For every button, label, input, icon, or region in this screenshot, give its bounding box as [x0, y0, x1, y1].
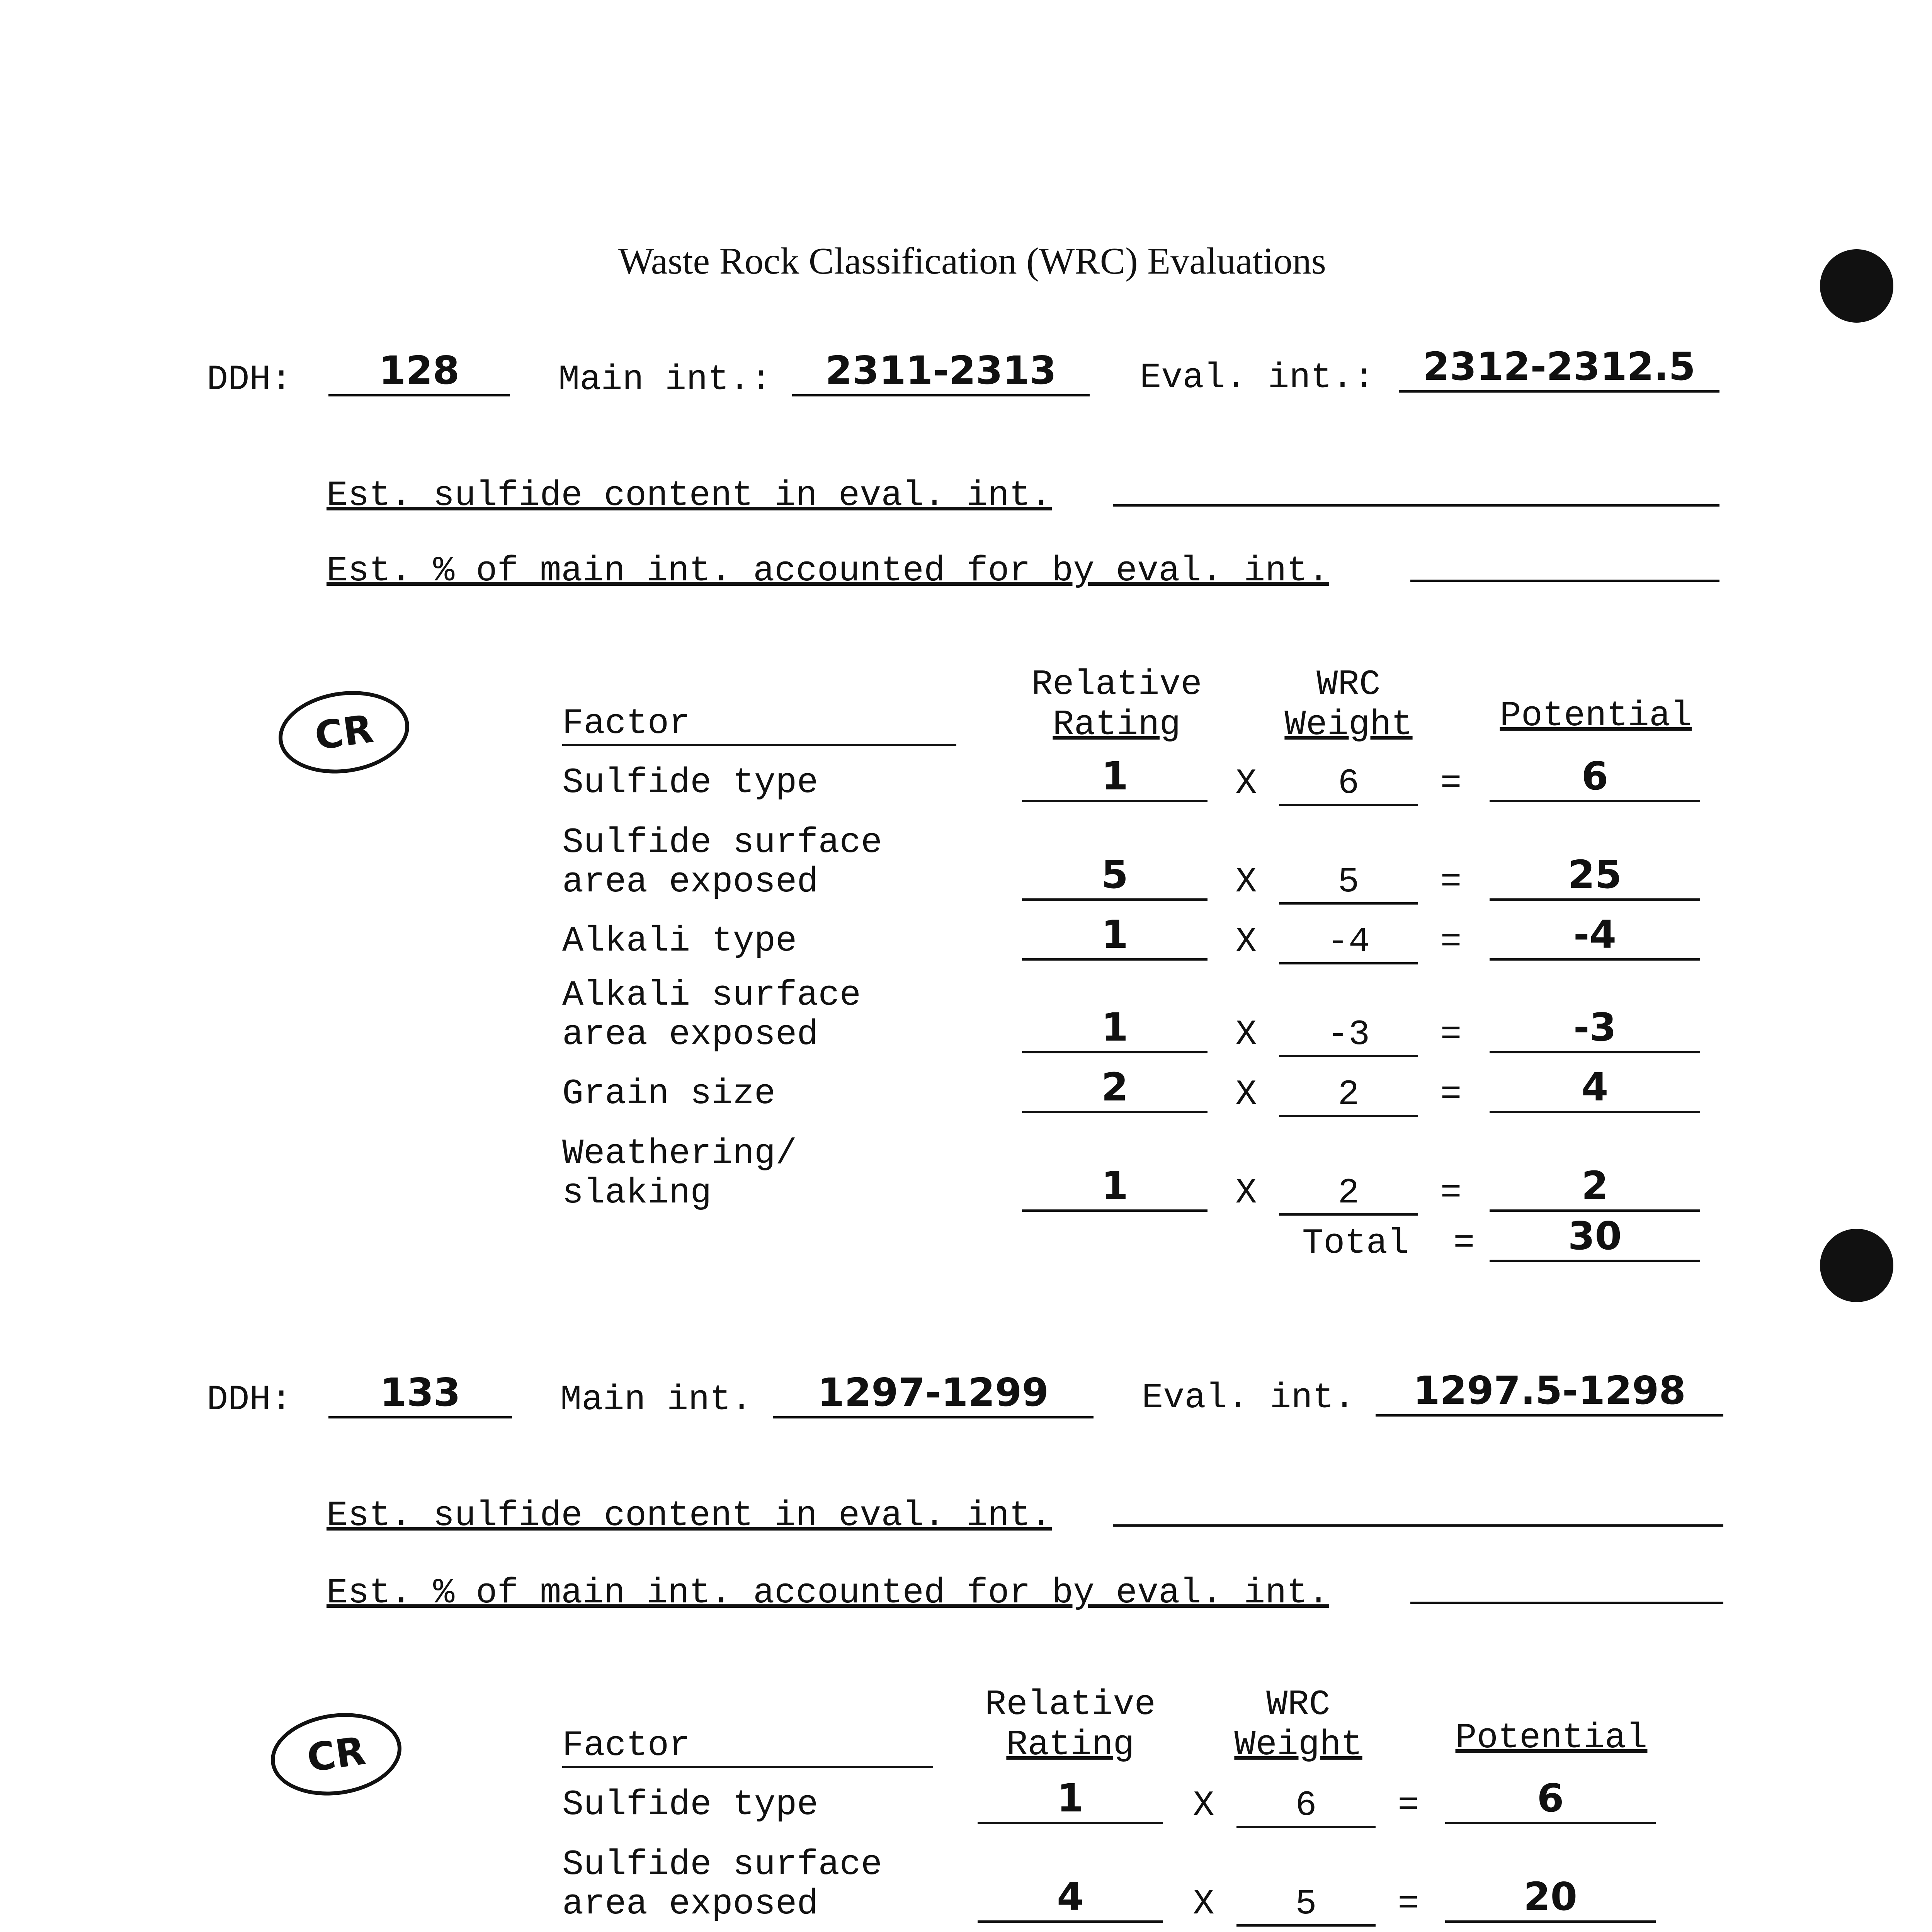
- factor-header-2: [562, 1725, 933, 1768]
- rating-value-text: 1: [1057, 1776, 1084, 1821]
- est-sulfide-label-2: Est. sulfide content in eval. int.: [327, 1495, 1052, 1536]
- weight-header-2-line2: Weight: [1234, 1725, 1362, 1765]
- rating-header-1-line1: Relative: [1031, 664, 1202, 705]
- times-sign: [1235, 763, 1258, 804]
- factor-label-line: Sulfide surface: [562, 1844, 883, 1885]
- potential-header-2: [1443, 1718, 1660, 1758]
- potential-value: [1490, 1005, 1700, 1053]
- rating-value-text: 1: [1101, 753, 1128, 799]
- weight-value: [1236, 1785, 1376, 1828]
- times-sign: [1235, 1173, 1258, 1213]
- equals-sign-text: =: [1440, 1074, 1462, 1115]
- rating-header-1-line2: Rating: [1053, 704, 1181, 745]
- factor-label-line: area exposed: [562, 1014, 818, 1055]
- times-sign-text: X: [1235, 763, 1257, 804]
- equals-sign: [1439, 1173, 1463, 1213]
- rating-value: [1022, 753, 1208, 802]
- cr-mark-1-text: CR: [312, 706, 376, 759]
- times-sign-text: X: [1235, 862, 1257, 902]
- binder-hole-middle: [1820, 1229, 1893, 1302]
- weight-header-2: [1225, 1685, 1372, 1765]
- ddh-value-2-text: 133: [380, 1370, 461, 1415]
- potential-value-text: 2: [1581, 1163, 1609, 1208]
- weight-value-text: 2: [1338, 1074, 1359, 1115]
- potential-value: [1490, 1065, 1700, 1113]
- weight-header-1-line2: Weight: [1284, 704, 1413, 745]
- rating-value: [1022, 1065, 1208, 1113]
- rating-header-2-line2: Rating: [1006, 1725, 1134, 1765]
- total-value-1-text: 30: [1568, 1213, 1622, 1259]
- weight-value: [1279, 1074, 1418, 1117]
- ddh-label-1: DDH:: [207, 359, 292, 400]
- eval-int-value-2: [1376, 1368, 1723, 1417]
- total-label-1: [1302, 1223, 1475, 1264]
- times-sign-text: X: [1193, 1884, 1214, 1924]
- weight-value: [1279, 1014, 1418, 1057]
- weight-value-text: 5: [1338, 862, 1359, 902]
- weight-value: [1279, 922, 1418, 964]
- total-label-1-text: Total: [1302, 1223, 1409, 1264]
- rating-value-text: 4: [1057, 1874, 1084, 1919]
- factor-label-line: area exposed: [562, 1884, 818, 1924]
- rating-value-text: 1: [1101, 1005, 1128, 1050]
- factor-label-line: slaking: [562, 1173, 712, 1213]
- times-sign-text: X: [1235, 1014, 1257, 1055]
- factor-label: [562, 763, 818, 803]
- times-sign-text: X: [1193, 1785, 1214, 1826]
- rating-value-text: 1: [1101, 1163, 1128, 1208]
- ddh-value-1: [328, 348, 510, 396]
- times-sign-text: X: [1235, 1074, 1257, 1115]
- ddh-label-2: DDH:: [207, 1379, 292, 1420]
- main-int-value-1-text: 2311-2313: [825, 348, 1057, 393]
- factor-header-1: [562, 703, 956, 746]
- equals-sign-text: =: [1440, 862, 1462, 902]
- times-sign: [1235, 922, 1258, 962]
- total-eq-1: =: [1453, 1223, 1475, 1264]
- equals-sign-text: =: [1440, 1173, 1462, 1213]
- potential-value: [1490, 852, 1700, 901]
- weight-header-1: [1275, 665, 1422, 745]
- weight-header-2-line1: WRC: [1266, 1684, 1330, 1725]
- factor-label: [562, 823, 882, 902]
- main-int-value-2: [773, 1370, 1094, 1418]
- times-sign: [1235, 1014, 1258, 1055]
- factor-header-2-text: Factor: [562, 1725, 690, 1766]
- weight-value-text: 6: [1338, 763, 1359, 804]
- rating-value: [1022, 1163, 1208, 1212]
- main-int-label-2: Main int.: [560, 1379, 752, 1420]
- rating-value: [1022, 852, 1208, 901]
- weight-value-text: 2: [1338, 1173, 1359, 1213]
- est-pct-label-1: Est. % of main int. accounted for by eval. int.: [327, 551, 1329, 591]
- est-pct-blank-2: [1410, 1602, 1723, 1604]
- equals-sign-text: =: [1398, 1785, 1419, 1826]
- est-sulfide-blank-2: [1113, 1524, 1723, 1527]
- factor-label-line: area exposed: [562, 862, 818, 902]
- potential-header-1: [1488, 696, 1704, 736]
- factor-label-line: Alkali surface: [562, 975, 861, 1015]
- ddh-value-1-text: 128: [379, 348, 460, 393]
- est-pct-blank-1: [1410, 580, 1719, 582]
- factor-label: [562, 922, 797, 961]
- weight-value-text: 5: [1295, 1884, 1317, 1924]
- factor-label-line: Sulfide surface: [562, 822, 883, 863]
- page-title: Waste Rock Classification (WRC) Evaluations: [618, 240, 1326, 282]
- rating-value-text: 5: [1101, 852, 1128, 897]
- factor-label: [562, 1845, 882, 1924]
- potential-value: [1445, 1874, 1656, 1923]
- potential-header-2-text: Potential: [1455, 1718, 1648, 1758]
- potential-value-text: 25: [1568, 852, 1622, 897]
- weight-value-text: 6: [1295, 1785, 1317, 1826]
- potential-value: [1490, 753, 1700, 802]
- equals-sign: [1439, 862, 1463, 902]
- factor-label-line: Sulfide type: [562, 762, 818, 803]
- factor-label-line: Sulfide type: [562, 1784, 818, 1825]
- times-sign-text: X: [1235, 1173, 1257, 1213]
- potential-value-text: -4: [1573, 912, 1617, 957]
- times-sign: [1192, 1785, 1215, 1826]
- equals-sign: [1439, 1014, 1463, 1055]
- factor-label-line: Weathering/: [562, 1133, 797, 1174]
- main-int-value-2-text: 1297-1299: [817, 1370, 1049, 1415]
- weight-value: [1279, 862, 1418, 905]
- potential-header-1-text: Potential: [1500, 696, 1692, 736]
- equals-sign-text: =: [1440, 1014, 1462, 1055]
- factor-label: [562, 976, 861, 1054]
- main-int-label-1: Main int.:: [558, 359, 772, 400]
- equals-sign-text: =: [1440, 763, 1462, 804]
- rating-header-1: [1020, 665, 1213, 745]
- weight-value: [1279, 763, 1418, 806]
- equals-sign: [1397, 1785, 1420, 1826]
- rating-header-2-line1: Relative: [985, 1684, 1156, 1725]
- est-pct-label-2: Est. % of main int. accounted for by eval. int.: [327, 1573, 1329, 1613]
- main-int-value-1: [792, 348, 1090, 396]
- factor-label: [562, 1074, 776, 1114]
- weight-value: [1279, 1173, 1418, 1216]
- equals-sign-text: =: [1440, 922, 1462, 962]
- binder-hole-top: [1820, 249, 1893, 323]
- equals-sign-text: =: [1398, 1884, 1419, 1924]
- equals-sign: [1439, 922, 1463, 962]
- potential-value-text: 6: [1581, 753, 1609, 799]
- times-sign: [1235, 1074, 1258, 1115]
- rating-value: [1022, 1005, 1208, 1053]
- potential-value: [1490, 912, 1700, 961]
- times-sign-text: X: [1235, 922, 1257, 962]
- factor-label-line: Grain size: [562, 1073, 776, 1114]
- total-value-1: [1490, 1213, 1700, 1262]
- potential-value-text: 6: [1537, 1776, 1564, 1821]
- potential-value: [1445, 1776, 1656, 1824]
- potential-value-text: 20: [1523, 1874, 1578, 1919]
- factor-label: [562, 1785, 818, 1825]
- eval-int-value-1: [1399, 344, 1719, 393]
- rating-value-text: 2: [1101, 1065, 1128, 1110]
- potential-value-text: -3: [1573, 1005, 1617, 1050]
- rating-value-text: 1: [1101, 912, 1128, 957]
- factor-label-line: Alkali type: [562, 921, 797, 961]
- est-sulfide-label-1: Est. sulfide content in eval. int.: [327, 475, 1052, 516]
- times-sign: [1235, 862, 1258, 902]
- eval-int-value-2-text: 1297.5-1298: [1413, 1368, 1686, 1413]
- eval-int-label-1: Eval. int.:: [1140, 357, 1375, 398]
- equals-sign: [1397, 1884, 1420, 1924]
- times-sign: [1192, 1884, 1215, 1924]
- weight-value-text: -3: [1327, 1014, 1370, 1055]
- equals-sign: [1439, 763, 1463, 804]
- cr-mark-2-text: CR: [304, 1728, 368, 1781]
- ddh-value-2: [328, 1370, 512, 1418]
- est-sulfide-blank-1: [1113, 504, 1719, 507]
- weight-header-1-line1: WRC: [1316, 664, 1381, 705]
- weight-value: [1236, 1884, 1376, 1927]
- cr-mark-1: [273, 683, 415, 781]
- eval-int-label-2: Eval. int.: [1142, 1378, 1355, 1418]
- rating-value: [978, 1776, 1163, 1824]
- rating-value: [978, 1874, 1163, 1923]
- cr-mark-2: [265, 1705, 407, 1803]
- potential-value: [1490, 1163, 1700, 1212]
- factor-header-1-text: Factor: [562, 703, 690, 744]
- rating-header-2: [974, 1685, 1167, 1765]
- potential-value-text: 4: [1581, 1065, 1609, 1110]
- rating-value: [1022, 912, 1208, 961]
- weight-value-text: -4: [1327, 922, 1370, 962]
- equals-sign: [1439, 1074, 1463, 1115]
- eval-int-value-1-text: 2312-2312.5: [1423, 344, 1696, 389]
- factor-label: [562, 1134, 797, 1213]
